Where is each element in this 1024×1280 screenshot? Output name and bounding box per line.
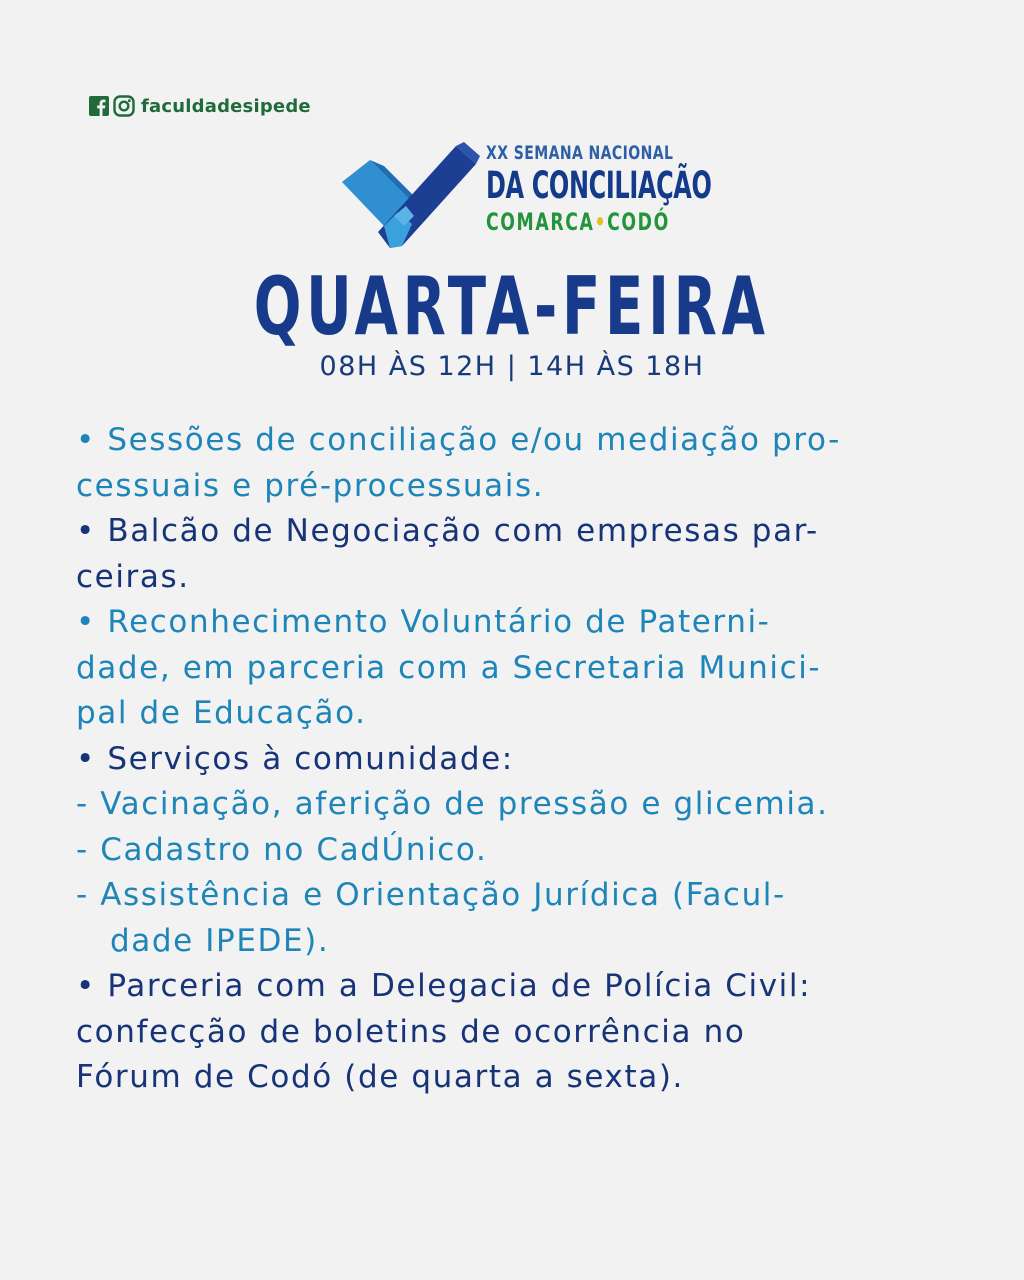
list-item-line: cessuais e pré-processuais. xyxy=(76,467,545,504)
activities-list xyxy=(76,418,956,1101)
list-item-line: - Assistência e Orientação Jurídica (Facul- xyxy=(76,877,786,913)
list-item-line: - Cadastro no CadÚnico. xyxy=(76,831,488,868)
list-item-line: • Parceria com a Delegacia de Polícia Civil: xyxy=(76,968,812,1004)
instagram-icon xyxy=(113,95,135,117)
list-item-line: confecção de boletins de ocorrência no xyxy=(76,1013,746,1050)
list-item-line: • Reconhecimento Voluntário de Paterni- xyxy=(76,604,771,640)
logo-comarca: COMARCA xyxy=(486,208,595,236)
list-item-line: ceiras. xyxy=(76,558,190,595)
list-item-line: - Vacinação, aferição de pressão e glicemia. xyxy=(76,786,829,822)
list-item-line: • Balcão de Negociação com empresas par- xyxy=(76,513,819,549)
logo-line-2: DA CONCILIAÇÃO xyxy=(486,164,712,207)
social-handle xyxy=(89,94,311,118)
list-item-line: dade, em parceria com a Secretaria Munici- xyxy=(76,649,822,686)
day-heading-text: QUARTA-FEIRA xyxy=(254,260,770,353)
checkmark-handshake-icon xyxy=(340,142,480,250)
list-item-line: • Sessões de conciliação e/ou mediação pro- xyxy=(76,422,841,458)
logo-line-1: XX SEMANA NACIONAL xyxy=(486,142,674,164)
logo-separator: • xyxy=(594,208,608,236)
logo-city: CODÓ xyxy=(607,208,670,236)
list-item-line: Fórum de Codó (de quarta a sexta). xyxy=(76,1059,684,1095)
hours-text: 08H ÀS 12H | 14H ÀS 18H xyxy=(319,351,705,382)
logo-line-3 xyxy=(486,210,737,234)
event-logo xyxy=(340,140,712,252)
facebook-icon xyxy=(89,96,109,116)
day-heading xyxy=(0,262,1024,352)
list-item-line: • Serviços à comunidade: xyxy=(76,740,514,777)
social-handle-text: faculdadesipede xyxy=(141,95,311,117)
list-item-line: dade IPEDE). xyxy=(110,922,330,959)
list-item-line: pal de Educação. xyxy=(76,695,367,731)
logo-text xyxy=(486,140,799,234)
